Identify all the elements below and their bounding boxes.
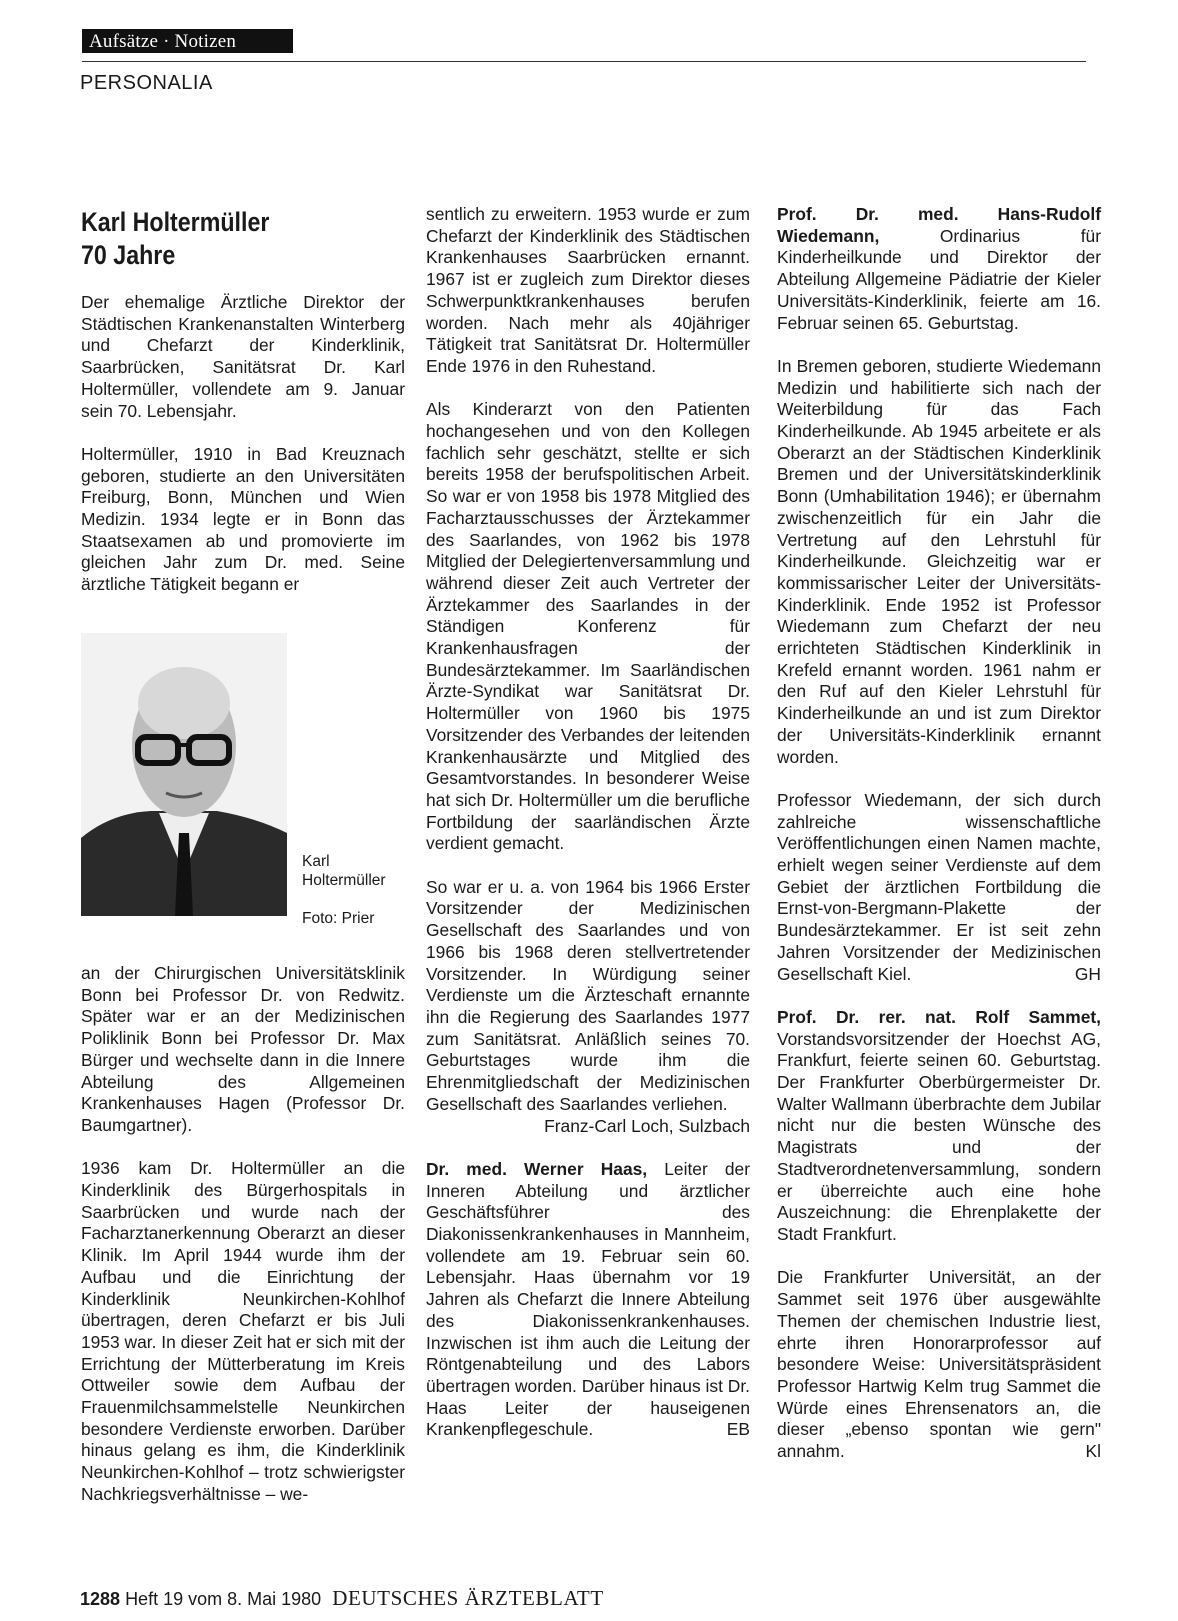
photo-caption-line-1: Karl [302, 853, 330, 870]
column-1-bottom [81, 963, 405, 1527]
issue-info: Heft 19 vom 8. Mai 1980 [125, 1589, 322, 1609]
notice-haas [426, 1159, 750, 1441]
paragraph [777, 1267, 1101, 1462]
column-1-top [81, 206, 405, 618]
paragraph: Als Kinderarzt von den Patienten hochangesehen und von den Kollegen fachlich sehr geschätzt, stellte er sich bereits 1958 der berufspolitischen Arbeit. So war er von 1958 bis 1978 Mitglied des Facharztausschusses der Ärztekammer des Saarlandes, von 1962 bis 1978 Mitglied der Delegiertenversammlung und während dieser Zeit auch Vertreter der Ärztekammer des Saarlandes in der Ständigen Konferenz für Krankenhausfragen der Bundesärztekammer. Im Saarländischen Ärzte-Syndikat war Sanitätsrat Dr. Holtermüller von 1960 bis 1975 Vorsitzender des Verbandes der leitenden Krankenhausärzte und Mitglied des Gesamtvorstandes. In besonderer Weise hat sich Dr. Holtermüller um die berufliche Fortbildung der saarländischen Ärzte verdient gemacht. [426, 399, 750, 854]
photo-caption [302, 852, 412, 928]
section-title: PERSONALIA [80, 72, 213, 94]
paragraph: 1936 kam Dr. Holtermüller an die Kinderklinik des Bürgerhospitals in Saarbrücken und wurde nach der Facharztanerkennung Oberarzt an dieser Klinik. Im April 1944 wurde ihm der Aufbau und die Einrichtung der Kinderklinik Neunkirchen-Kohlhof übertragen, deren Chefarzt er bis Juli 1953 war. In dieser Zeit hat er sich mit der Errichtung der Mütterberatung im Kreis Ottweiler sowie dem Aufbau der Frauenmilchsammelstelle Neunkirchen besondere Verdienste erworben. Darüber hinaus gelang es ihm, die Kinderklinik Neunkirchen-Kohlhof – trotz schwierigster Nachkriegsverhältnisse – we- [81, 1158, 405, 1504]
article-title-line-1: Karl Holtermüller [81, 207, 270, 237]
person-name: Prof. Dr. med. Hans-Rudolf Wiedemann, [777, 204, 1101, 246]
column-3 [777, 204, 1101, 1484]
notice-text: Vorstandsvorsitzender der Hoechst AG, Frankfurt, feierte seinen 60. Geburtstag. Der Frankfurter Oberbürgermeister Dr. Walter Wallmann überbrachte dem Jubilar nicht nur die besten Wünsche des Magistrats und der Stadtverordnetenversammlung, sondern er überreichte auch eine hohe Auszeichnung: die Ehrenplakette der Stadt Frankfurt. [777, 1028, 1101, 1244]
author-signature: Franz-Carl Loch, Sulzbach [544, 1115, 750, 1136]
notice-text: Ordinarius für Kinderheilkunde und Direktor der Abteilung Allgemeine Pädiatrie der Kieler Universitäts-Kinderklinik, feierte am 16. Februar seinen 65. Geburtstag. [777, 225, 1101, 333]
notice-text: Leiter der Inneren Abteilung und ärztlicher Geschäftsführer des Diakonissenkrankenhauses in Mannheim, vollendete am 19. Februar sein 60. Lebensjahr. Haas übernahm vor 19 Jahren als Chefarzt die Innere Abteilung des Diakonissenkrankenhauses. Inzwischen ist ihm auch die Leitung der Röntgenabteilung und des Labors übertragen worden. Darüber hinaus ist Dr. Haas Leiter der hauseigenen Krankenpflegeschule. [426, 1158, 750, 1440]
paragraph: Holtermüller, 1910 in Bad Kreuznach geboren, studierte an den Universitäten Freiburg, Bonn, München und Wien Medizin. 1934 legte er in Bonn das Staatsexamen ab und promovierte im gleichen Jahr zum Dr. med. Seine ärztliche Tätigkeit begann er [81, 443, 405, 595]
notice-wiedemann [777, 204, 1101, 334]
article-title-line-2: 70 Jahre [81, 240, 176, 270]
notice-sammet [777, 1007, 1101, 1246]
paragraph: In Bremen geboren, studierte Wiedemann Medizin und habilitierte sich nach der Weiterbildung für das Fach Kinderheilkunde. Ab 1945 arbeitete er als Oberarzt an der Städtischen Kinderklinik Bremen und der Universitätskinderklinik Bonn (Umhabilitation 1946); er übernahm zwischenzeitlich für ein Jahr die Vertretung auf den Lehrstuhl für Kinderheilkunde. Gleichzeitig war er kommissarischer Leiter der Universitäts-Kinderklinik. Ende 1952 ist Professor Wiedemann zum Chefarzt der neu errichteten Städtischen Kinderklinik in Krefeld ernannt worden. 1961 nahm er den Ruf auf den Kieler Lehrstuhl für Kinderheilkunde an und ist zum Direktor der Universitäts-Kinderklinik ernannt worden. [777, 355, 1101, 767]
column-2 [426, 204, 750, 1463]
notice-text: Die Frankfurter Universität, an der Sammet seit 1976 über ausgewählte Themen der chemischen Industrie liest, ehrte ihren Honorarprofessor auf besondere Weise: Universitätspräsident Professor Hartwig Kelm trug Sammet die Würde eines Ehrensenators an, die dieser „ebenso spontan wie gern" annahm. [777, 1267, 1101, 1462]
section-kicker-bar [82, 29, 293, 53]
journal-name: DEUTSCHES ÄRZTEBLATT [332, 1586, 604, 1610]
person-name: Prof. Dr. rer. nat. Rolf Sammet, [777, 1006, 1101, 1027]
paragraph: So war er u. a. von 1964 bis 1966 Erster Vorsitzender der Medizinischen Gesellschaft des Saarlandes und von 1966 bis 1968 deren stellvertretender Vorsitzender. In Würdigung seiner Verdienste um die Ärzteschaft ernannte ihn die Regierung des Saarlandes 1977 zum Sanitätsrat. Anläßlich seines 70. Geburtstages wurde ihm die Ehrenmitgliedschaft der Medizinischen Gesellschaft des Saarlandes verliehen. [426, 876, 750, 1114]
portrait-illustration [81, 633, 287, 916]
paragraph: sentlich zu erweitern. 1953 wurde er zum Chefarzt der Kinderklinik des Städtischen Krankenhauses Saarbrücken ernannt. 1967 ist er zugleich zum Direktor dieses Schwerpunktkrankenhauses berufen worden. Nach mehr als 40jähriger Tätigkeit trat Sanitätsrat Dr. Holtermüller Ende 1976 in den Ruhestand. [426, 204, 750, 376]
author-initials: EB [726, 1419, 750, 1440]
paragraph: Der ehemalige Ärztliche Direktor der Städtischen Krankenanstalten Winterberg und Chefarzt der Kinderklinik, Saarbrücken, Sanitätsrat Dr. Karl Holtermüller, vollendete am 9. Januar sein 70. Lebensjahr. [81, 292, 405, 421]
page-footer [80, 1586, 604, 1611]
author-initials: GH [1074, 963, 1101, 984]
portrait-photo [81, 633, 287, 916]
photo-caption-line-2: Holtermüller [302, 872, 386, 889]
photo-credit: Foto: Prier [302, 910, 375, 927]
notice-text: Professor Wiedemann, der sich durch zahlreiche wissenschaftliche Veröffentlichungen einen Namen machte, erhielt wegen seiner Verdienste auf dem Gebiet der ärztlichen Fortbildung die Ernst-von-Bergmann-Plakette der Bundesärztekammer. Er ist seit zehn Jahren Vorsitzender der Medizinischen Gesellschaft Kiel. [777, 789, 1101, 984]
page-number: 1288 [80, 1589, 121, 1609]
article-title [81, 206, 360, 272]
paragraph [777, 790, 1101, 985]
section-kicker: Aufsätze · Notizen [89, 31, 237, 52]
header-rule [82, 61, 1086, 62]
author-initials: Kl [1085, 1441, 1101, 1462]
paragraph: an der Chirurgischen Universitätsklinik Bonn bei Professor Dr. von Redwitz. Später war er an der Medizinischen Poliklinik Bonn bei Professor Dr. Max Bürger und wechselte dann in die Innere Abteilung des Allgemeinen Krankenhauses Hagen (Professor Dr. Baumgartner). [81, 963, 405, 1135]
person-name: Dr. med. Werner Haas, [426, 1158, 648, 1179]
